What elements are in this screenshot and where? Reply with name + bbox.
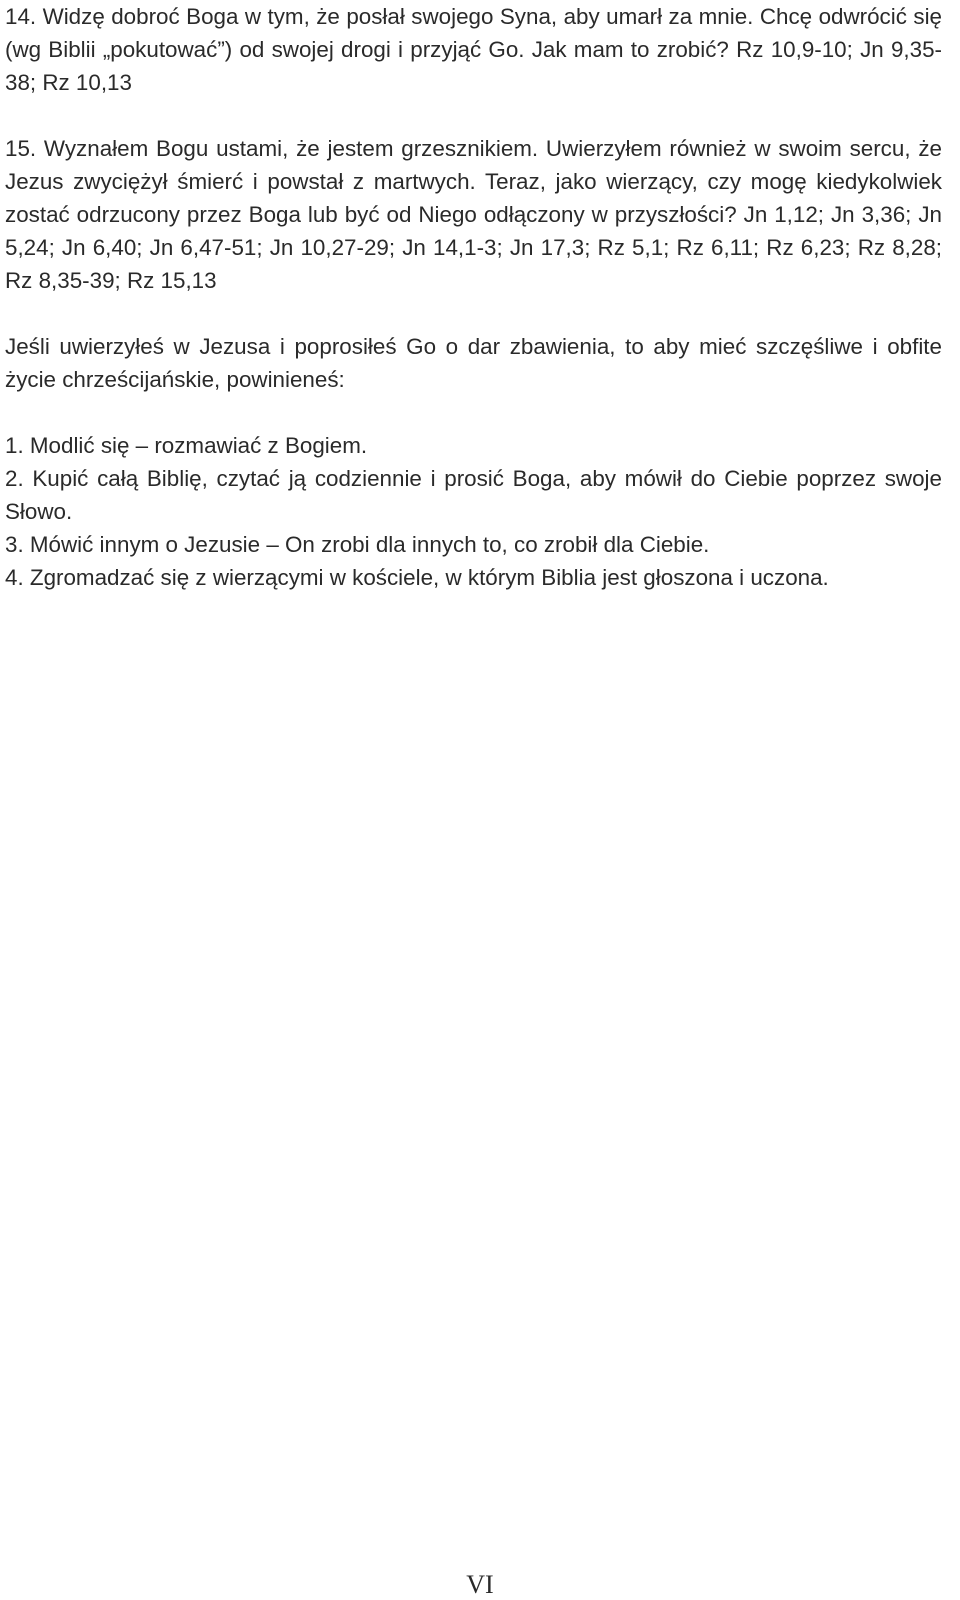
page-number: VI [466,1570,494,1599]
list-item: 4. Zgromadzać się z wierzącymi w kościele, w którym Biblia jest głoszona i uczona. [5,565,829,590]
question-14: 14. Widzę dobroć Boga w tym, że posłał swojego Syna, aby umarł za mnie. Chcę odwrócić się (wg Biblii „pokutować”) od swojej drogi i przyjąć Go. Jak mam to zrobić? Rz 10,9-10; Jn 9,35-38; Rz 10,13 [5,4,942,95]
steps-list [5,429,942,594]
list-item: 1. Modlić się – rozmawiać z Bogiem. [5,433,368,458]
page-content [5,0,942,594]
intro-paragraph: Jeśli uwierzyłeś w Jezusa i poprosiłeś Go o dar zbawienia, to aby mieć szczęśliwe i obfite życie chrześcijańskie, powinieneś: [5,334,942,392]
list-item: 2. Kupić całą Biblię, czytać ją codziennie i prosić Boga, aby mówił do Ciebie poprzez swoje Słowo. [5,466,942,524]
question-15: 15. Wyznałem Bogu ustami, że jestem grzesznikiem. Uwierzyłem również w swoim sercu, że Jezus zwyciężył śmierć i powstał z martwych. Teraz, jako wierzący, czy mogę kiedykolwiek zostać odrzucony przez Boga lub być od Niego odłączony w przyszłości? Jn 1,12; Jn 3,36; Jn 5,24; Jn 6,40; Jn 6,47-51; Jn 10,27-29; Jn 14,1-3; Jn 17,3; Rz 5,1; Rz 6,11; Rz 6,23; Rz 8,28; Rz 8,35-39; Rz 15,13 [5,136,942,293]
list-item: 3. Mówić innym o Jezusie – On zrobi dla innych to, co zrobił dla Ciebie. [5,532,710,557]
